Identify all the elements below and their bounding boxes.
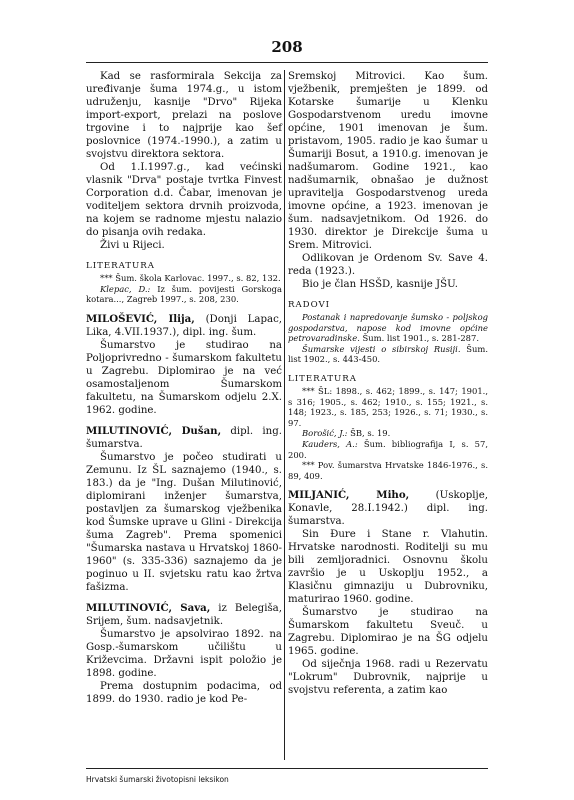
- literature-author: Borošić, J.:: [302, 428, 348, 439]
- literature-item: *** Pov. šumarstva Hrvatske 1846-1976., s. 89, 409.: [288, 460, 488, 481]
- entry-paragraph: Od 1.I.1997.g., kad većinski vlasnik "Drva" postaje tvrtka Finvest Corporation d.d. Čabar, imenovan je voditeljem sektora drvnih proizvoda, na kojem se radnome mjestu nalazio do pisanja ovih redaka.: [86, 162, 282, 238]
- entry-paragraph: Živi u Rijeci.: [100, 240, 165, 251]
- entry-paragraph: Bio je član HSŠD, kasnije JŠU.: [302, 279, 458, 290]
- right-column: [288, 70, 488, 697]
- radovi-heading: RADOVI: [288, 300, 331, 310]
- work-title: Postanak i napredovanje šumsko - poljskog gospodarstva, napose kod imovne općine petrovaradinske.: [288, 312, 488, 344]
- entry-head-text: iz Belegiša, Srijem, šum. nadsavjetnik.: [86, 602, 282, 627]
- literature-item: [288, 428, 488, 439]
- entry-heading-milosevic: [86, 313, 282, 339]
- work-title: Šumarske vijesti o sibirskoj Rusiji.: [302, 343, 461, 354]
- entry-head-text: (Uskoplje, Konavle, 28.I.1942.) dipl. ing. šumarstva.: [288, 490, 488, 528]
- entry-paragraph: Šumarstvo je počeo studirati u Zemunu. Iz ŠL saznajemo (1940., s. 183.) da je "Ing. Dušan Milutinović, diplomirani inženjer šumarstva, postavljen za šumarskog vježbenika kod Šumske uprave u Glini - Direkcija šuma Zagreb". Prema spomenici "Šumarska nastava u Hrvatskoj 1860-1960" (s. 335-336) saznajemo da je poginuo u II. svjetsku ratu kao žrtva fašizma.: [86, 451, 282, 593]
- entry-name: MILJANIĆ, Miho,: [288, 489, 410, 502]
- literatura-heading: LITERATURA: [288, 373, 357, 384]
- literature-item: [288, 439, 488, 460]
- entry-heading-dusan: [86, 425, 282, 451]
- literature-text: Iz šum. povijesti Gorskoga kotara..., Zagreb 1997., s. 208, 230.: [86, 283, 282, 305]
- entry-paragraph: Prema dostupnim podacima, od 1899. do 1930. radio je kod Pe-: [86, 680, 282, 705]
- entry-paragraph: Šumarstvo je apsolvirao 1892. na Gosp.-šumarskom učilištu u Križevcima. Državni ispit položio je 1898. godine.: [86, 628, 282, 679]
- entry-continuation: Kad se rasformirala Sekcija za uređivanje šuma 1974.g., u istom udruženju, kasnije "Drvo" Rijeka import-export, prelazi na poslove trgovine i to najprije kao šef poslovnice (1974.-1990.), a zatim u svojstvu direktora sektora.: [86, 71, 282, 160]
- literature-text: ŠB, s. 19.: [347, 428, 391, 439]
- column-divider: [284, 70, 285, 760]
- literature-author: Klepac, D.:: [100, 283, 151, 294]
- entry-name: MILUTINOVIĆ, Dušan,: [86, 424, 222, 437]
- work-source: Šum. list 1902., s. 443-450.: [288, 343, 488, 365]
- entry-paragraph: Od siječnja 1968. radi u Rezervatu "Lokrum" Dubrovnik, najprije u svojstvu referenta, a zatim kao: [288, 659, 488, 697]
- entry-head-text: dipl. ing. šumarstva.: [86, 425, 282, 450]
- page-number: 208: [271, 38, 303, 56]
- work-source: Šum. list 1901., s. 281-287.: [359, 333, 480, 344]
- entry-paragraph: Sin Đure i Stane r. Vlahutin. Hrvatske narodnosti. Roditelji su mu bili zemljoradnici. Osnovnu školu završio je u Uskoplju 1952., a Klasičnu gimnaziju u Dubrovniku, maturirao 1960. godine.: [288, 529, 488, 606]
- entry-continuation: Sremskoj Mitrovici. Kao šum. vježbenik, premješten je 1899. od Kotarske šumarije u Klenku Gospodarstvenom uredu imovne općine, 1901 imenovan je šum. pristavom, 1905. radio je kao šumar u Šumariji Bosut, a 1910.g. imenovan je nadšumarom. Godine 1921., kao nadšumarnik, obnašao je dužnost upravitelja Gospodarstvenog ureda imovne općine, a 1923. imenovan je šum. nadsavjetnikom. Od 1926. do 1930. direktor je Direkcije šuma u Srem. Mitrovici.: [288, 71, 488, 251]
- literatura-heading: LITERATURA: [86, 261, 155, 271]
- entry-head-text: (Donji Lapac, Lika, 4.VII.1937.), dipl. ing. šum.: [86, 313, 283, 338]
- literature-author: Kauders, A.:: [302, 438, 358, 449]
- entry-paragraph: Šumarstvo je studirao na Šumarskom fakultetu Sveuč. u Zagrebu. Diplomirao je na ŠG odjelu 1965. godine.: [288, 607, 488, 658]
- literature-text: Šum. bibliografija I, s. 57, 200.: [288, 438, 488, 460]
- entry-paragraph: Šumarstvo je studirao na Poljoprivredno - šumarskom fakultetu u Zagrebu. Diplomirao je na već osamostaljenom Šumarskom fakultetu, na Šumarskom odjelu 2.X. 1962. godine.: [86, 339, 282, 416]
- entry-paragraph: Odlikovan je Ordenom Sv. Save 4. reda (1923.).: [288, 253, 488, 277]
- entry-heading-miljanic: [288, 489, 488, 528]
- work-item: [288, 312, 488, 344]
- footer-title: Hrvatski šumarski životopisni leksikon: [86, 775, 229, 784]
- left-column: [86, 70, 282, 706]
- literature-item: *** ŠL: 1898., s. 462; 1899., s. 147; 1901., s 316; 1905., s. 462; 1910., s. 155; 1921., s. 148; 1923., s. 185, 253; 1926., s. 71; 1930., s. 97.: [288, 385, 488, 428]
- literature-item: [86, 284, 282, 305]
- entry-heading-sava: [86, 602, 282, 628]
- header-rule: [86, 62, 488, 63]
- work-item: [288, 344, 488, 365]
- entry-name: MILUTINOVIĆ, Sava,: [86, 601, 211, 614]
- entry-name: MILOŠEVIĆ, Ilija,: [86, 312, 195, 325]
- literature-item: *** Šum. škola Karlovac. 1997., s. 82, 132.: [100, 273, 281, 283]
- footer-rule: [86, 768, 488, 769]
